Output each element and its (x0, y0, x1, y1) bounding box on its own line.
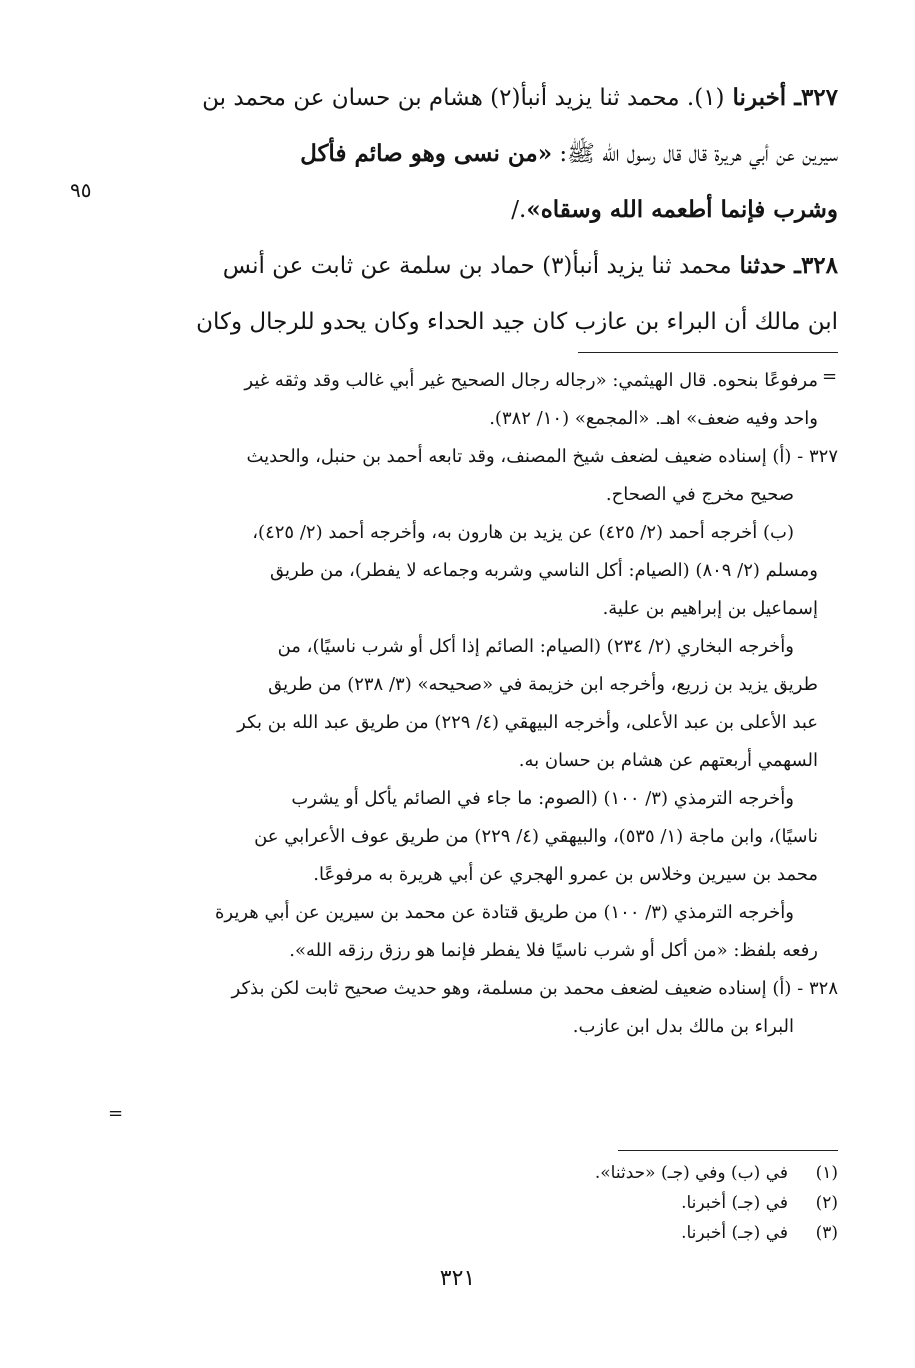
continuation-mark-bottom: = (108, 1103, 124, 1124)
note-line: محمد بن سيرين وخلاس بن عمرو الهجري عن أبي هريرة به مرفوعًا. (313, 864, 818, 885)
continuation-mark-top: = (822, 366, 838, 387)
text-run: ابن مالك أن البراء بن عازب كان جيد الحداء وكان يحدو للرجال وكان (196, 309, 838, 335)
bold-text-run: «من نسى وهو صائم فأكل (300, 140, 553, 167)
note-line: ٣٢٧ - (أ) إسناده ضعيف لضعف شيخ المصنف، وقد تابعه أحمد بن حنبل، والحديث (246, 446, 838, 467)
note-line: واحد وفيه ضعف» اهـ. «المجمع» (١٠/ ٣٨٢). (489, 408, 818, 429)
note-line: رفعه بلفظ: «من أكل أو شرب ناسيًا فلا يفطر فإنما هو رزق رزقه الله». (289, 940, 818, 961)
note-line: وأخرجه الترمذي (٣/ ١٠٠) (الصوم: ما جاء في الصائم يأكل أو يشرب (291, 788, 794, 809)
bold-text-run: ٣٢٨ـ حدثنا (731, 252, 838, 279)
page-number: ٣٢١ (439, 1266, 476, 1291)
text-run: ./ (511, 197, 527, 223)
bold-text-run: وشرب فإنما أطعمه الله وسقاه» (526, 196, 838, 223)
note-line: ومسلم (٢/ ٨٠٩) (الصيام: أكل الناسي وشربه وجماعه لا يفطر)، من طريق (269, 560, 818, 581)
note-line: عبد الأعلى بن عبد الأعلى، وأخرجه البيهقي (٤/ ٢٢٩) من طريق عبد الله بن بكر (237, 712, 818, 733)
footnotes (380, 1158, 838, 1248)
notes-separator (578, 352, 838, 353)
note-line: ناسيًا)، وابن ماجة (١/ ٥٣٥)، والبيهقي (٤/ ٢٢٩) من طريق عوف الأعرابي عن (254, 826, 818, 847)
bold-text-run: ٣٢٧ـ أخبرنا (724, 84, 838, 111)
main-text-line (100, 70, 838, 126)
footnote-separator (618, 1150, 838, 1151)
note-line: طريق يزيد بن زريع، وأخرجه ابن خزيمة في «صحيحه» (٣/ ٢٣٨) من طريق (268, 674, 818, 695)
text-run: محمد ثنا يزيد أنبأ(٣) حماد بن سلمة عن ثابت عن أنس (222, 253, 732, 279)
note-line: ٣٢٨ - (أ) إسناده ضعيف لضعف محمد بن مسلمة، وهو حديث صحيح ثابت لكن بذكر (231, 978, 838, 999)
margin-page-marker: ٩٥ (70, 178, 92, 202)
footnote-number: (١) (815, 1163, 838, 1183)
note-line: البراء بن مالك بدل ابن عازب. (572, 1016, 794, 1037)
main-text-line (100, 294, 838, 350)
text-run: سيرين عن أبي هريرة قال قال رسول الله ﷺ: (552, 141, 838, 167)
footnote (380, 1188, 838, 1218)
note-line: وأخرجه الترمذي (٣/ ١٠٠) من طريق قتادة عن محمد بن سيرين عن أبي هريرة (214, 902, 794, 923)
text-run: (١). محمد ثنا يزيد أنبأ(٢) هشام بن حسان عن محمد بن (202, 85, 725, 111)
footnote-text: في (ب) وفي (جـ) «حدثنا». (594, 1163, 788, 1183)
main-text-line (100, 238, 838, 294)
footnote (380, 1158, 838, 1188)
note-line: السهمي أربعتهم عن هشام بن حسان به. (518, 750, 818, 771)
note-line: (ب) أخرجه أحمد (٢/ ٤٢٥) عن يزيد بن هارون به، وأخرجه أحمد (٢/ ٤٢٥)، (252, 522, 794, 543)
footnote-text: في (جـ) أخبرنا. (681, 1223, 788, 1243)
note-line: صحيح مخرج في الصحاح. (605, 484, 794, 505)
main-text-line (100, 182, 838, 238)
footnote (380, 1218, 838, 1248)
note-line: إسماعيل بن إبراهيم بن علية. (602, 598, 818, 619)
footnote-number: (٢) (815, 1193, 838, 1213)
commentary-notes (100, 362, 838, 1046)
footnote-text: في (جـ) أخبرنا. (681, 1193, 788, 1213)
footnote-number: (٣) (815, 1223, 838, 1243)
main-text-line (100, 126, 838, 182)
main-text (100, 70, 838, 350)
note-line: مرفوعًا بنحوه. قال الهيثمي: «رجاله رجال الصحيح غير أبي غالب وقد وثقه غير (244, 370, 818, 391)
note-line: وأخرجه البخاري (٢/ ٢٣٤) (الصيام: الصائم إذا أكل أو شرب ناسيًا)، من (277, 636, 794, 657)
